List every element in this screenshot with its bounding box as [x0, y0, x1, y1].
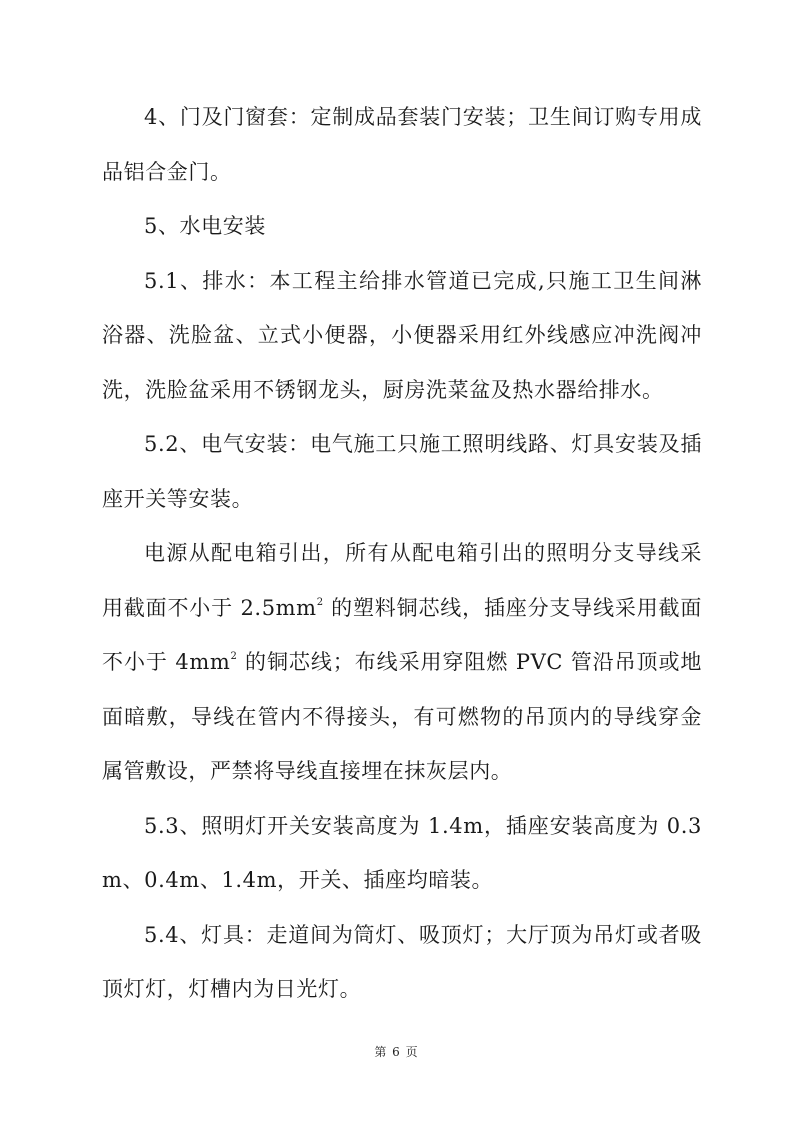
document-body	[102, 90, 702, 1017]
superscript-squared: 2	[316, 596, 324, 608]
superscript-squared: 2	[230, 651, 238, 662]
paragraph-doors: 4、门及门窗套：定制成品套装门安装；卫生间订购专用成品铝合金门。	[102, 105, 702, 184]
power-text-part1: 电源从配电箱引出，所有从配电箱引出的照明分支导线采用截面不小于 2.5mm	[102, 541, 702, 620]
paragraph-switch-height: 5.3、照明灯开关安装高度为 1.4m，插座安装高度为 0.3m、0.4m、1.4m，开关、插座均暗装。	[102, 813, 702, 892]
power-text-part3: 的铜芯线；布线采用穿阻燃 PVC 管沿吊顶或地面暗敷，导线在管内不得接头，有可燃物的吊顶内的导线穿金属管敷设，严禁将导线直接埋在抹灰层内。	[102, 650, 703, 783]
paragraph-power-source	[102, 526, 702, 799]
paragraph-drainage: 5.1、排水：本工程主给排水管道已完成,只施工卫生间淋浴器、洗脸盆、立式小便器，小便器采用红外线感应冲洗阀冲洗，洗脸盆采用不锈钢龙头，厨房洗菜盆及热水器给排水。	[102, 268, 702, 402]
power-text-part2: 的塑料铜芯线，插座分支导线采用截面不小于 4mm	[102, 595, 702, 674]
page-number: 第 6 页	[374, 1045, 419, 1059]
paragraph-lighting: 5.4、灯具：走道间为筒灯、吸顶灯；大厅顶为吊灯或者吸顶灯灯，灯槽内为日光灯。	[102, 922, 702, 1001]
paragraph-plumbing-electrical-heading: 5、水电安装	[144, 214, 266, 238]
paragraph-electrical-install: 5.2、电气安装：电气施工只施工照明线路、灯具安装及插座开关等安装。	[102, 432, 702, 511]
